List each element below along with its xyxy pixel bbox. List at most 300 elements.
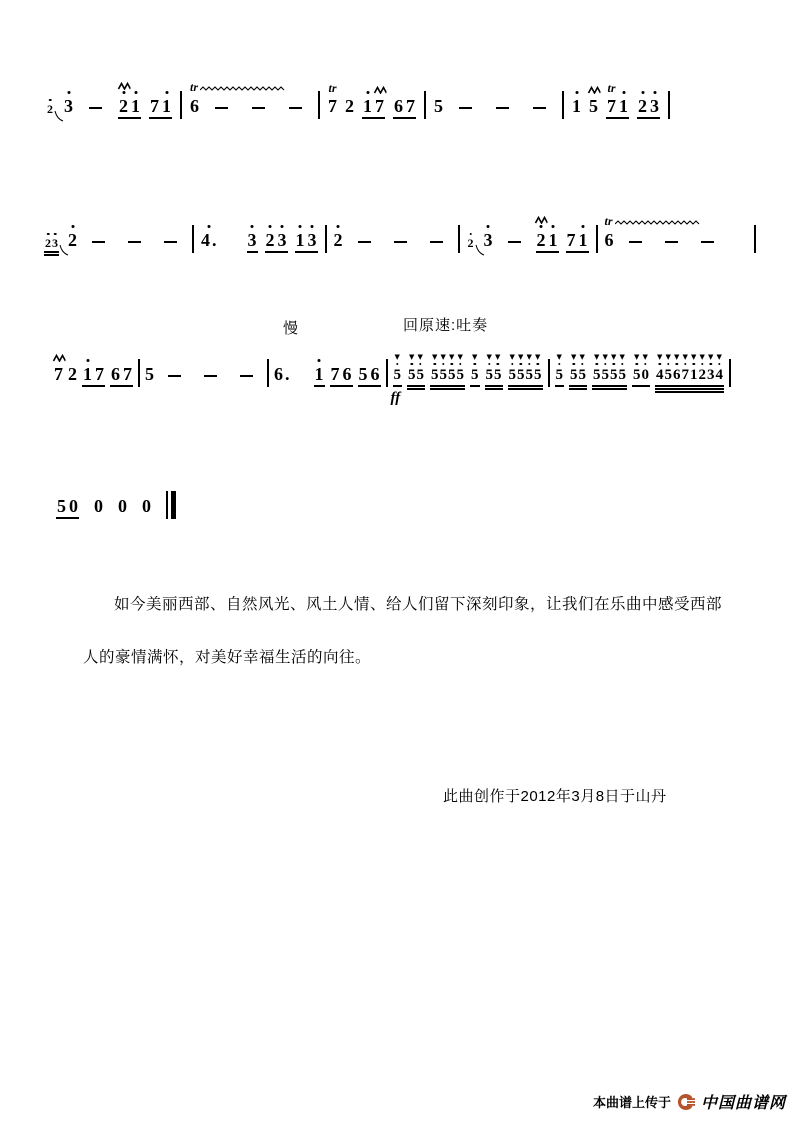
tongue-wedge-icon: ▼ [619,353,625,361]
note-2 [698,353,707,384]
note-group [330,364,353,384]
note-digit: 6 [190,96,199,116]
mordent-icon [117,82,130,90]
staccato-dot [396,363,399,366]
beam-underline [407,385,425,387]
note-7 [681,353,690,384]
note-1 [162,96,171,116]
note-digit: 3 [707,367,715,383]
mordent-zigzag-icon [52,354,65,362]
trill-wave-ornament [190,82,288,93]
note-digit: 5 [589,96,598,116]
note-digit: 0 [118,496,127,516]
note-5 [359,364,368,384]
tongue-wedge-icon: ▼ [691,353,697,361]
note-group [110,364,133,384]
note-digit: 2 [68,364,77,384]
note-marks [318,359,321,362]
note-digit: 4 [656,367,664,383]
note-5 [534,353,542,384]
note-digit: 5 [633,367,641,383]
note-5 [456,353,465,384]
note-5 [664,353,673,384]
beam-underline [569,385,587,387]
note-marks [620,354,625,365]
dash-prolongation [164,241,177,244]
barline [596,225,598,253]
note-marks [607,83,615,94]
note-group [632,353,650,384]
note-group [555,353,565,384]
note-group [470,353,480,384]
beam-underline [632,385,650,387]
note-7 [406,96,415,116]
grace-notes [46,103,54,116]
staccato-dot [442,363,445,366]
note-7 [567,230,576,250]
mordent-zigzag-icon [373,86,386,94]
barline [386,359,388,387]
trill-wavy-line-icon [615,218,703,227]
octave-dot [582,225,585,228]
tempo-label-original-speed: 回原速:吐奏 [403,317,489,334]
note-6 [190,80,199,116]
dash-prolongation [701,241,714,244]
note-digit: 6 [342,364,352,384]
augmentation-dot: . [285,364,290,384]
note-digit: 0 [142,496,151,516]
staccato-dot [558,363,561,366]
note-marks [535,354,540,365]
dash-prolongation [89,107,102,110]
note-marks [666,354,671,365]
note-group [569,353,587,384]
note-digit: 5 [57,496,66,516]
note-digit: 2 [45,236,51,250]
note-4 [201,230,217,250]
beam-underline [555,385,565,387]
note-7 [607,81,616,116]
note-marks [603,354,608,365]
note-marks [700,354,705,365]
beam-underline [44,254,59,256]
note-group [295,230,318,250]
tongue-wedge-icon: ▼ [509,353,515,361]
note-marks [510,354,515,365]
note-5 [416,353,425,384]
beam-underline [393,385,403,387]
score-line-4 [56,460,176,516]
beam-underline [118,117,141,119]
note-0 [69,496,78,516]
note-digit: 5 [601,367,609,383]
staccato-dot [644,363,647,366]
note-7 [95,364,104,384]
note-marks [552,225,555,228]
tongue-wedge-icon: ▼ [535,353,541,361]
beam-underline [655,385,724,387]
note-marks [582,225,585,228]
note-marks [337,225,340,228]
note-digit: 2 [47,102,53,116]
note-digit: 2 [536,230,546,250]
tongue-wedge-icon: ▼ [417,353,423,361]
note-marks [366,91,369,94]
note-digit: 3 [52,236,58,250]
note-5 [525,353,534,384]
octave-dot [86,359,89,362]
note-marks [622,91,625,94]
note-digit: 2 [265,230,275,250]
score-line-2 [44,194,756,250]
note-marks [683,354,688,365]
note-marks [449,354,454,365]
octave-dot [47,233,50,236]
beam-underline [110,385,133,387]
tongue-wedge-icon: ▼ [611,353,617,361]
dash-prolongation [394,241,407,244]
staccato-dot [684,363,687,366]
note-marks [52,354,65,362]
note-marks [557,354,562,365]
note-digit: 7 [54,364,63,384]
note-digit: 6 [274,364,283,384]
staccato-dot [612,363,615,366]
note-digit: 2 [638,96,647,116]
mordent-icon [535,216,548,224]
note-marks [472,354,477,365]
note-marks [611,354,616,365]
octave-dot [134,91,137,94]
tongue-wedge-icon: ▼ [449,353,455,361]
trill-icon: tr [604,214,613,228]
octave-dot [207,225,210,228]
dash-prolongation [252,107,265,110]
staccato-dot [658,363,661,366]
note-digit: 2 [333,230,343,250]
staccato-dot [536,363,539,366]
note-digit: 7 [566,230,576,250]
note-digit: 2 [119,96,128,116]
note-digit: 7 [406,96,415,116]
barline [192,225,194,253]
note-1 [572,96,581,116]
octave-dot [311,225,314,228]
note-3 [64,96,73,116]
dynamic-ff: ff [390,390,401,406]
note-2 [47,103,53,116]
note-marks [409,354,414,365]
note-group [508,353,543,384]
barline [562,91,564,119]
note-digit: 5 [525,367,533,383]
note-digit: 7 [681,367,689,383]
staccato-dot [572,363,575,366]
note-marks [653,91,656,94]
dash-prolongation [240,375,253,378]
note-5 [517,353,525,384]
mordent-icon [587,86,600,94]
staccato-dot [635,363,638,366]
note-2 [266,230,275,250]
note-5 [578,353,587,384]
note-marks [674,354,679,365]
note-group [430,353,465,384]
dash-prolongation [508,241,521,244]
note-5 [439,353,448,384]
staccato-dot [701,363,704,366]
note-marks [86,359,89,362]
octave-dot [281,225,284,228]
note-marks [641,91,644,94]
octave-dot [469,233,472,236]
octave-dot [299,225,302,228]
barline [668,91,670,119]
octave-dot [318,359,321,362]
note-5 [408,353,416,384]
note-1 [690,353,698,384]
note-5 [601,353,610,384]
octave-dot [653,91,656,94]
tongue-wedge-icon: ▼ [634,353,640,361]
note-6 [604,214,614,250]
beam-underline [407,388,425,390]
note-digit: 5 [593,367,601,383]
note-5 [390,353,402,406]
barline [548,359,550,387]
note-digit: 1 [131,96,140,116]
beam-underline [485,385,503,387]
note-7 [150,96,159,116]
site-name-link[interactable]: 中国曲谱网 [700,1095,786,1112]
tongue-wedge-icon: ▼ [394,353,400,361]
note-0 [94,496,103,516]
note-marks [587,86,600,94]
note-3 [278,230,287,250]
note-5 [434,96,443,116]
tongue-wedge-icon: ▼ [495,353,501,361]
tongue-wedge-icon: ▼ [699,353,705,361]
trill-icon: tr [328,81,337,95]
note-marks [634,354,639,365]
tongue-wedge-icon: ▼ [602,353,608,361]
note-2 [68,364,77,384]
note-6 [274,364,290,384]
note-5 [57,496,66,516]
note-marks [251,225,254,228]
beam-underline [430,388,465,390]
note-digit: 1 [162,96,171,116]
note-marks [594,354,599,365]
note-5 [589,96,598,116]
note-group [265,230,288,250]
note-digit: 1 [548,230,558,250]
note-4 [656,353,664,384]
beam-underline [637,117,660,119]
note-group [314,364,325,384]
note-1 [619,96,628,116]
description-paragraph: 如今美丽西部、自然风光、风土人情、给人们留下深刻印象，让我们在乐曲中感受西部人的豪情满怀，对美好幸福生活的向往。 [83,596,723,666]
tongue-wedge-icon: ▼ [457,353,463,361]
note-5 [633,353,641,384]
note-1 [131,96,140,116]
note-digit: 1 [314,364,324,384]
beam-underline [606,117,629,119]
note-4 [715,353,724,384]
note-marks [67,91,70,94]
beam-underline [358,385,381,387]
staccato-dot [488,363,491,366]
note-marks [708,354,713,365]
octave-dot [540,225,543,228]
note-digit: 7 [328,96,337,116]
mordent-zigzag-icon [117,82,130,90]
note-7 [328,81,337,116]
note-marks [469,233,472,236]
note-5 [431,353,439,384]
barline [754,225,756,253]
final-bar-thick [171,491,176,519]
note-digit: 1 [578,230,588,250]
note-7 [331,364,340,384]
staccato-dot [581,363,584,366]
note-1 [579,230,588,250]
note-digit: 0 [94,496,103,516]
note-marks [518,354,523,365]
grace-notes [44,237,59,250]
barline [267,359,269,387]
note-1 [363,96,372,116]
note-7 [123,364,132,384]
note-5 [618,353,627,384]
staccato-dot [496,363,499,366]
barline [325,225,327,253]
score-line-3 [54,328,731,406]
mordent-zigzag-icon [587,86,600,94]
note-digit: 5 [494,367,502,383]
octave-dot [67,91,70,94]
note-5 [485,353,494,384]
attribution-line: 此曲创作于2012年3月8日于山丹 [443,788,667,805]
staccato-dot [433,363,436,366]
barline [138,359,140,387]
staccato-dot [459,363,462,366]
beam-underline [655,391,724,393]
note-marks [299,225,302,228]
staccato-dot [709,363,712,366]
note-6 [394,96,403,116]
note-3 [308,230,317,250]
score-line-1 [46,60,670,116]
tempo-label-slow: 慢 [283,320,300,337]
note-digit: 3 [247,230,257,250]
note-group [655,353,724,384]
note-digit: 3 [483,230,493,250]
tongue-wedge-icon: ▼ [657,353,663,361]
beam-underline [536,251,559,253]
note-group [637,96,660,116]
mordent-icon [52,354,65,362]
trill-icon: tr [190,80,199,94]
note-5 [570,353,578,384]
note-group [606,81,629,116]
octave-dot [251,225,254,228]
note-marks [311,225,314,228]
dash-prolongation [665,241,678,244]
octave-dot [552,225,555,228]
note-digit: 6 [111,364,120,384]
note-marks [575,91,578,94]
note-digit: 3 [307,230,317,250]
note-digit: 7 [607,96,616,116]
note-3 [484,230,493,250]
note-digit: 5 [408,367,416,383]
tongue-wedge-icon: ▼ [432,353,438,361]
beam-underline [44,251,59,253]
note-digit: 5 [664,367,672,383]
note-5 [145,364,154,384]
note-digit: 5 [416,367,424,383]
dash-prolongation [168,375,181,378]
note-digit: 1 [619,96,628,116]
note-marks [328,83,336,94]
note-digit: 4 [715,367,723,383]
tongue-wedge-icon: ▼ [665,353,671,361]
note-digit: 5 [570,367,578,383]
octave-dot [122,91,125,94]
staccato-dot [473,363,476,366]
note-digit: 5 [508,367,516,383]
beam-underline [655,388,724,390]
dash-prolongation [430,241,443,244]
note-digit: 2 [467,236,474,250]
note-marks [281,225,284,228]
note-5 [494,353,502,384]
staccato-dot [595,363,598,366]
note-7 [54,364,63,384]
octave-dot [269,225,272,228]
note-marks [207,225,210,228]
note-group [149,96,172,116]
staccato-dot [675,363,678,366]
note-0 [118,496,127,516]
beam-underline [56,517,79,519]
beam-underline [569,388,587,390]
augmentation-dot: . [212,230,217,250]
note-digit: 2 [698,367,706,383]
footer-watermark [593,1090,786,1113]
mordent-icon [373,86,386,94]
note-digit: 5 [471,367,479,383]
beam-underline [149,117,172,119]
dash-prolongation [459,107,472,110]
note-digit: 5 [448,367,456,383]
note-5 [508,353,517,384]
note-digit: 7 [123,364,132,384]
note-digit: 5 [431,367,439,383]
octave-dot [165,91,168,94]
note-5 [471,353,479,384]
note-digit: 5 [393,367,401,383]
barline [424,91,426,119]
note-1 [296,230,305,250]
note-marks [535,216,548,229]
note-2 [119,96,128,116]
note-2 [45,237,51,250]
octave-dot [622,91,625,94]
staccato-dot [528,363,531,366]
note-group [393,96,416,116]
